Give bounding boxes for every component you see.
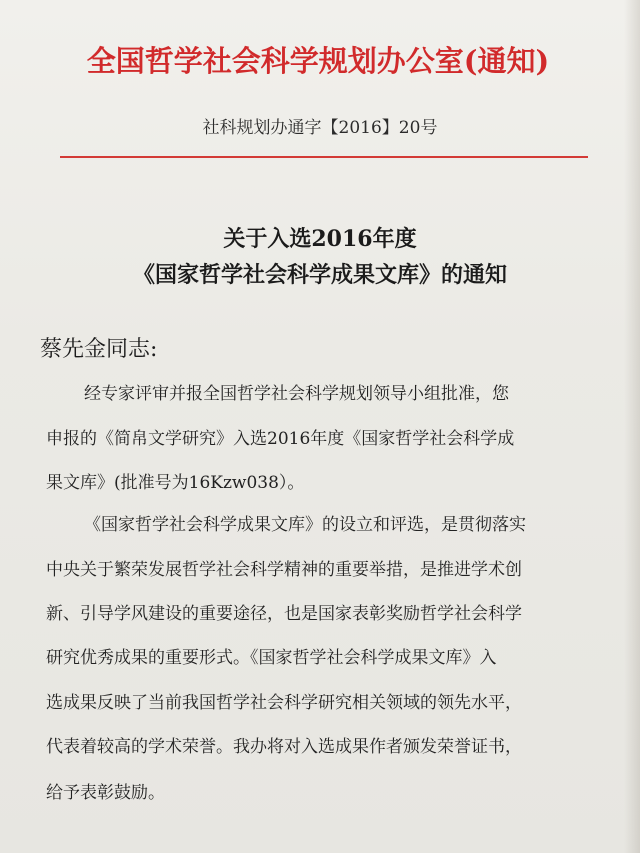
paragraph-2-line: 代表着较高的学术荣誉。我办将对入选成果作者颁发荣誉证书， — [46, 737, 522, 757]
red-divider-line — [60, 156, 588, 158]
paragraph-2-line: 中央关于繁荣发展哲学社会科学精神的重要举措，是推进学术创 — [46, 560, 522, 580]
paragraph-2-line: 《国家哲学社会科学成果文库》的设立和评选，是贯彻落实 — [84, 515, 526, 535]
paragraph-2-line: 新、引导学风建设的重要途径，也是国家表彰奖励哲学社会科学 — [46, 604, 522, 624]
paragraph-1-line: 经专家评审并报全国哲学社会科学规划领导小组批准，您 — [84, 384, 509, 404]
paragraph-1-line: 申报的《简帛文学研究》入选2016年度《国家哲学社会科学成 — [46, 429, 515, 449]
paragraph-2-line: 研究优秀成果的重要形式。《国家哲学社会科学成果文库》入 — [46, 648, 497, 668]
salutation: 蔡先金同志: — [40, 337, 158, 362]
issuing-office-header: 全国哲学社会科学规划办公室(通知) — [86, 44, 550, 78]
notice-title-line-1: 关于入选2016年度 — [223, 226, 417, 252]
paragraph-2-line: 给予表彰鼓励。 — [46, 783, 165, 803]
document-number: 社科规划办通字【2016】20号 — [202, 118, 438, 138]
notice-title-line-2: 《国家哲学社会科学成果文库》的通知 — [132, 262, 507, 288]
paragraph-2-line: 选成果反映了当前我国哲学社会科学研究相关领域的领先水平， — [46, 693, 522, 713]
paragraph-1-line: 果文库》(批准号为16Kzw038）。 — [46, 473, 305, 493]
